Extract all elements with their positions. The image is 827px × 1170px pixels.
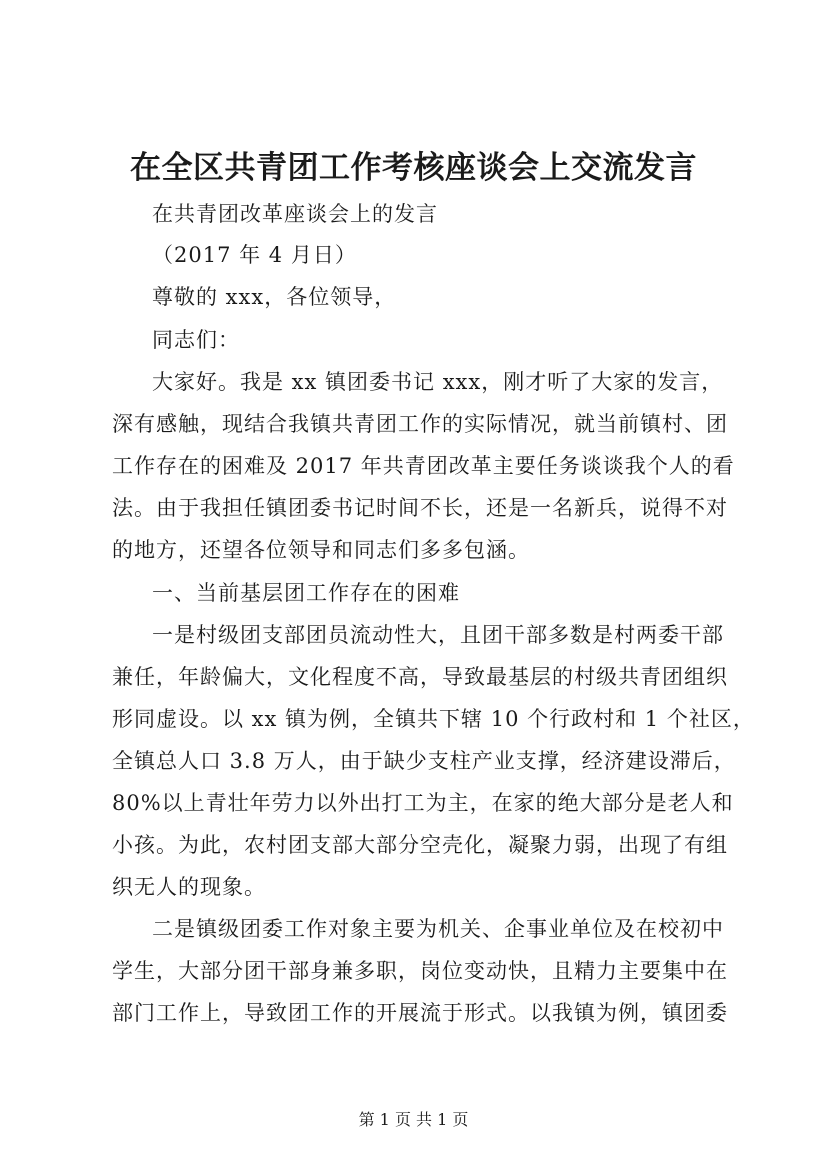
date-line: （2017 年 4 月日） — [152, 243, 357, 267]
paragraph-line: 兼任，年龄偏大，文化程度不高，导致最基层的村级共青团组织 — [112, 665, 728, 689]
paragraph-line: 80%以上青壮年劳力以外出打工为主，在家的绝大部分是老人和 — [112, 791, 734, 815]
section-heading: 一、当前基层团工作存在的困难 — [152, 581, 460, 605]
paragraph-line: 小孩。为此，农村团支部大部分空壳化，凝聚力弱，出现了有组 — [112, 833, 728, 857]
document-title: 在全区共青团工作考核座谈会上交流发言 — [130, 150, 697, 186]
paragraph-line: 深有感触，现结合我镇共青团工作的实际情况，就当前镇村、团 — [112, 412, 728, 436]
paragraph-line: 工作存在的困难及 2017 年共青团改革主要任务谈谈我个人的看 — [112, 454, 735, 478]
paragraph-line: 学生，大部分团干部身兼多职，岗位变动快，且精力主要集中在 — [112, 959, 728, 983]
page-footer: 第 1 页 共 1 页 — [358, 1110, 469, 1129]
salutation-line: 同志们： — [152, 328, 240, 352]
paragraph-line: 部门工作上，导致团工作的开展流于形式。以我镇为例，镇团委 — [112, 1001, 728, 1025]
salutation-line: 尊敬的 xxx，各位领导， — [152, 285, 397, 309]
paragraph-line: 形同虚设。以 xx 镇为例，全镇共下辖 10 个行政村和 1 个社区， — [112, 707, 755, 731]
paragraph-line: 的地方，还望各位领导和同志们多多包涵。 — [112, 538, 530, 562]
subtitle: 在共青团改革座谈会上的发言 — [152, 202, 438, 226]
paragraph-line: 法。由于我担任镇团委书记时间不长，还是一名新兵，说得不对 — [112, 496, 728, 520]
paragraph-line: 全镇总人口 3.8 万人，由于缺少支柱产业支撑，经济建设滞后， — [112, 749, 736, 773]
paragraph-line: 二是镇级团委工作对象主要为机关、企事业单位及在校初中 — [152, 917, 724, 941]
paragraph-line: 一是村级团支部团员流动性大，且团干部多数是村两委干部 — [152, 623, 724, 647]
paragraph-line: 织无人的现象。 — [112, 875, 266, 899]
paragraph-line: 大家好。我是 xx 镇团委书记 xxx，刚才听了大家的发言， — [152, 370, 724, 394]
